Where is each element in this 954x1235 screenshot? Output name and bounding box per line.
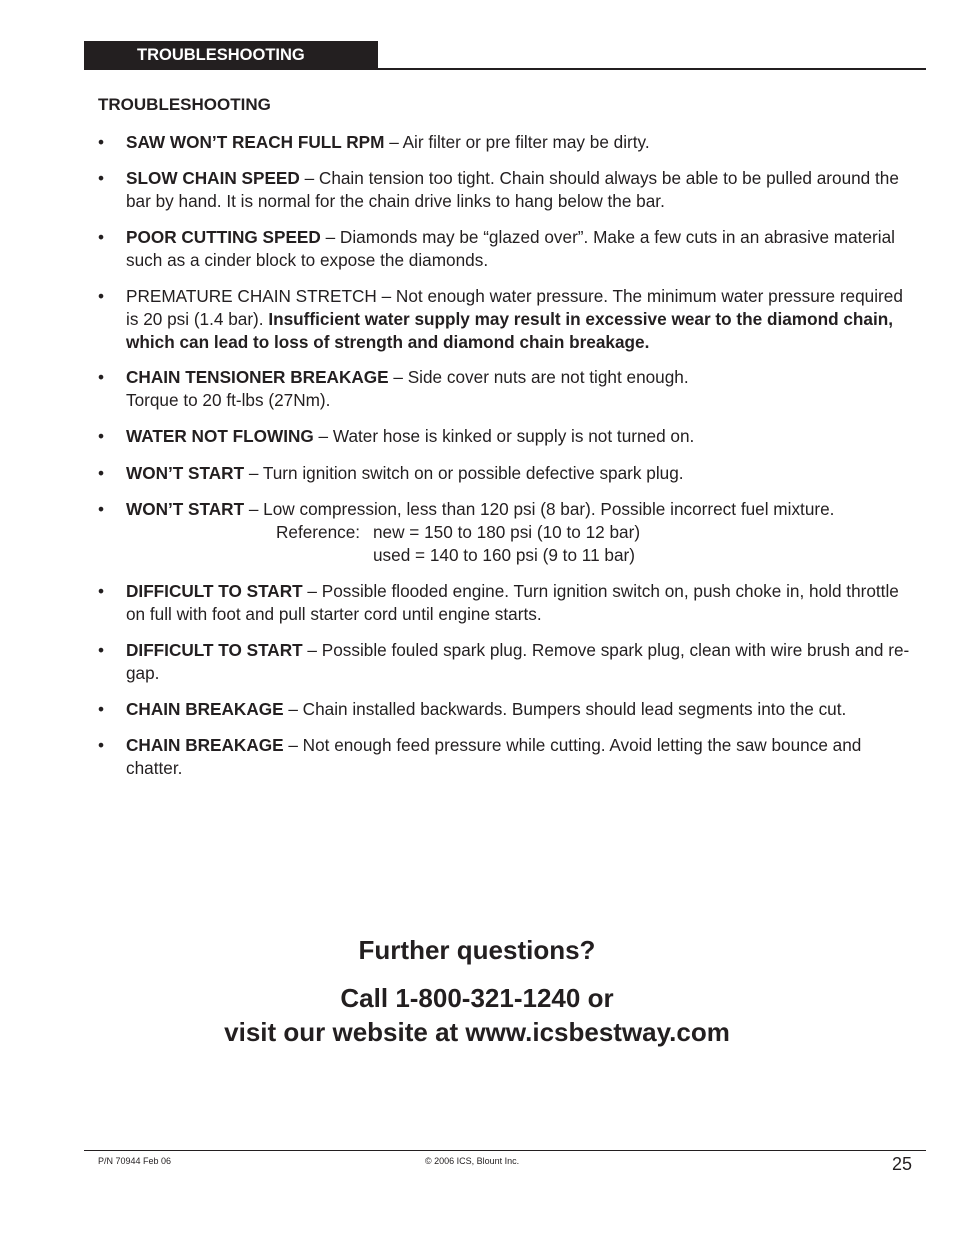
page-number: 25 bbox=[891, 1154, 912, 1174]
item-heading: DIFFICULT TO START bbox=[126, 640, 303, 660]
copyright: © 2006 ICS, Blount Inc. bbox=[425, 1156, 520, 1166]
list-item bbox=[98, 580, 910, 626]
item-heading: POOR CUTTING SPEED bbox=[126, 227, 321, 247]
header-tab-label: TROUBLESHOOTING bbox=[137, 46, 305, 64]
list-item bbox=[98, 425, 910, 448]
closing-website: visit our website at www.icsbestway.com bbox=[224, 1017, 730, 1047]
item-text: – Side cover nuts are not tight enough. bbox=[388, 367, 689, 387]
item-text: – Turn ignition switch on or possible defective spark plug. bbox=[244, 463, 684, 483]
list-item bbox=[98, 167, 910, 213]
item-text: – Possible flooded engine. Turn ignition switch on, push choke in, hold throttle on full with foot and pull starter cord until engine starts. bbox=[126, 581, 899, 624]
bullet: • bbox=[98, 735, 105, 755]
item-text: – Possible fouled spark plug. Remove spark plug, clean with wire brush and re-gap. bbox=[126, 640, 910, 683]
item-text: PREMATURE CHAIN STRETCH – Not enough water pressure. The minimum water pressure required is 20 psi (1.4 bar). bbox=[126, 286, 903, 329]
item-heading: SAW WON’T REACH FULL RPM bbox=[126, 132, 385, 152]
item-heading: WON’T START bbox=[126, 499, 245, 519]
footer-rule bbox=[84, 1150, 926, 1151]
list-item bbox=[98, 462, 910, 485]
bullet: • bbox=[98, 168, 105, 188]
bullet: • bbox=[98, 640, 105, 660]
item-text: – Air filter or pre filter may be dirty. bbox=[384, 132, 650, 152]
item-text: – Low compression, less than 120 psi (8 bar). Possible incorrect fuel mixture. bbox=[244, 499, 835, 519]
closing-phone: Call 1-800-321-1240 or bbox=[340, 983, 614, 1013]
item-heading: DIFFICULT TO START bbox=[126, 581, 303, 601]
item-text: – Chain tension too tight. Chain should always be able to be pulled around the bar by hand. It is normal for the chain drive links to hang below the bar. bbox=[126, 168, 899, 211]
item-heading: WATER NOT FLOWING bbox=[126, 426, 314, 446]
reference-label: Reference: bbox=[276, 522, 361, 542]
list-item bbox=[98, 498, 910, 521]
reference-used: used = 140 to 160 psi (9 to 11 bar) bbox=[373, 545, 635, 565]
item-heading: CHAIN BREAKAGE bbox=[126, 699, 284, 719]
item-text: – Diamonds may be “glazed over”. Make a few cuts in an abrasive material such as a cinder block to expose the diamonds. bbox=[126, 227, 895, 270]
list-item bbox=[98, 639, 910, 685]
bullet: • bbox=[98, 499, 105, 519]
part-number: P/N 70944 Feb 06 bbox=[98, 1156, 172, 1166]
item-text-line2: Torque to 20 ft-lbs (27Nm). bbox=[126, 390, 331, 410]
bullet: • bbox=[98, 367, 105, 387]
header-tab bbox=[84, 41, 378, 69]
bullet: • bbox=[98, 699, 105, 719]
reference-new: new = 150 to 180 psi (10 to 12 bar) bbox=[373, 522, 641, 542]
bullet: • bbox=[98, 227, 105, 247]
list-item bbox=[98, 226, 910, 272]
bullet: • bbox=[98, 581, 105, 601]
item-heading: SLOW CHAIN SPEED bbox=[126, 168, 300, 188]
item-heading: CHAIN TENSIONER BREAKAGE bbox=[126, 367, 389, 387]
bullet: • bbox=[98, 286, 105, 306]
header-rule bbox=[84, 68, 926, 70]
list-item bbox=[98, 131, 910, 154]
closing-question: Further questions? bbox=[358, 935, 596, 965]
bullet: • bbox=[98, 463, 105, 483]
item-warning: Insufficient water supply may result in excessive wear to the diamond chain, which can lead to loss of strength and diamond chain breakage. bbox=[126, 309, 894, 352]
list-item bbox=[98, 734, 910, 780]
item-heading: WON’T START bbox=[126, 463, 245, 483]
item-text: – Water hose is kinked or supply is not turned on. bbox=[313, 426, 695, 446]
bullet: • bbox=[98, 132, 105, 152]
bullet: • bbox=[98, 426, 105, 446]
section-title: TROUBLESHOOTING bbox=[98, 95, 271, 114]
list-item bbox=[98, 366, 910, 412]
list-item bbox=[98, 698, 910, 721]
item-heading: CHAIN BREAKAGE bbox=[126, 735, 284, 755]
list-item bbox=[98, 285, 910, 354]
item-text: – Not enough feed pressure while cutting. Avoid letting the saw bounce and chatter. bbox=[126, 735, 862, 778]
item-text: – Chain installed backwards. Bumpers should lead segments into the cut. bbox=[283, 699, 847, 719]
